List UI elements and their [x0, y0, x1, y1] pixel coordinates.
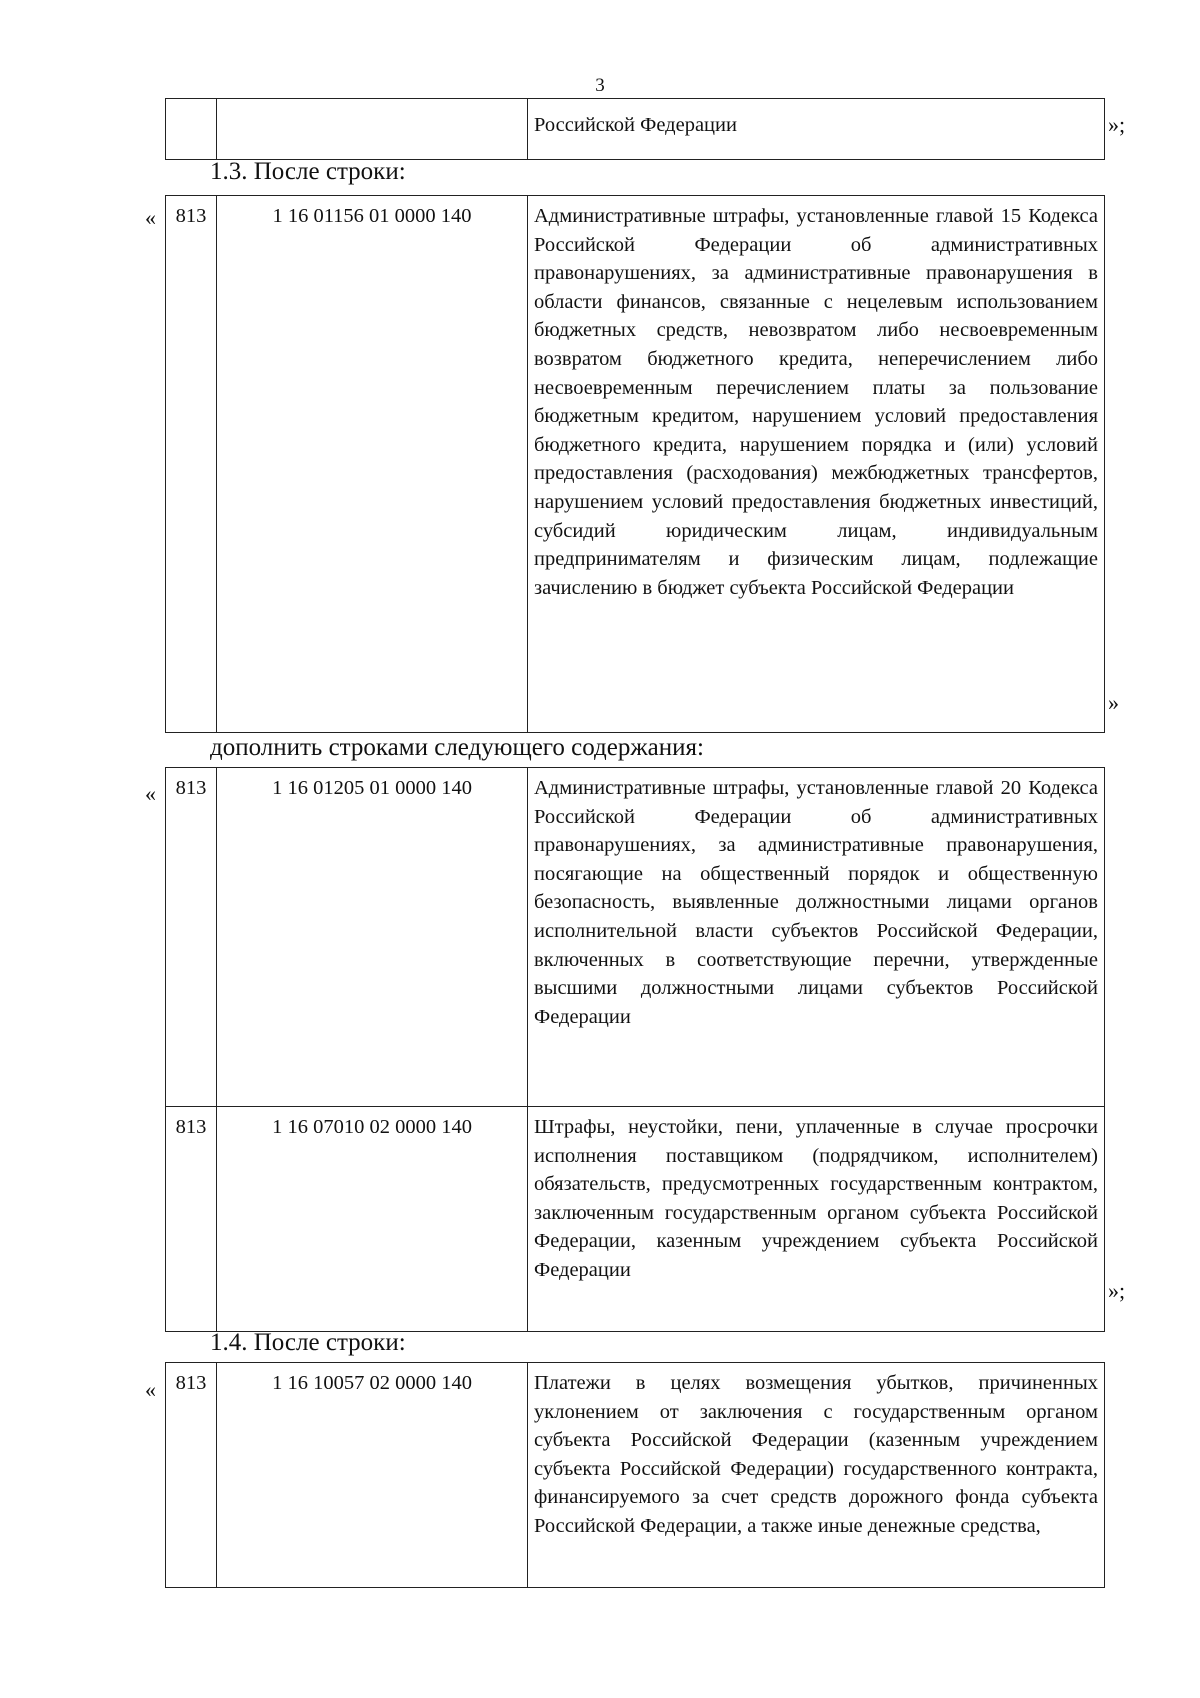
section-heading-1-4: 1.4. После строки:: [210, 1329, 406, 1356]
table-row: [166, 1107, 1105, 1332]
cell-code-kbk: 1 16 01205 01 0000 140: [217, 768, 528, 1107]
cell-description: Российской Федерации: [528, 99, 1105, 160]
section-heading-1-3: 1.3. После строки:: [210, 158, 406, 185]
table-continuation: [165, 98, 1105, 160]
cell-code-kbk: 1 16 07010 02 0000 140: [217, 1107, 528, 1332]
cell-code-admin: 813: [166, 1363, 217, 1588]
cell-code-admin: 813: [166, 768, 217, 1107]
cell-description: Административные штрафы, установленные главой 15 Кодекса Российской Федерации об административных правонарушениях, за административные правонарушения в области финансов, связанные с нецелевым использованием бюджетных средств, невозвратом либо несвоевременным возвратом бюджетного кредита, неперечислением либо несвоевременным перечислением платы за пользование бюджетным кредитом, нарушением условий предоставления бюджетного кредита, нарушением порядка и (или) условий предоставления (расходования) межбюджетных трансфертов, нарушением условий предоставления бюджетных инвестиций, субсидий юридическим лицам, индивидуальным предпринимателям и физическим лицам, подлежащие зачислению в бюджет субъекта Российской Федерации: [528, 196, 1105, 733]
table-row: [166, 1363, 1105, 1588]
cell-code-admin: 813: [166, 1107, 217, 1332]
cell-code-kbk: 1 16 10057 02 0000 140: [217, 1363, 528, 1588]
opening-quote: «: [145, 1377, 156, 1402]
table-row: [166, 99, 1105, 160]
table-supplement: [165, 767, 1105, 1332]
table-section-1-4: [165, 1362, 1105, 1588]
cell-description: Платежи в целях возмещения убытков, причиненных уклонением от заключения с государственным органом субъекта Российской Федерации (казенным учреждением субъекта Российской Федерации) государственного контракта, финансируемого за счет средств дорожного фонда субъекта Российской Федерации, а также иные денежные средства,: [528, 1363, 1105, 1588]
table-row: [166, 196, 1105, 733]
table-row: [166, 768, 1105, 1107]
closing-quote-semicolon: »;: [1108, 112, 1126, 137]
cell-code-admin: [166, 99, 217, 160]
section-heading-supplement: дополнить строками следующего содержания:: [210, 734, 704, 761]
page-number: 3: [595, 75, 605, 96]
opening-quote: «: [145, 781, 156, 806]
cell-description: Административные штрафы, установленные главой 20 Кодекса Российской Федерации об административных правонарушениях, за административные правонарушения, посягающие на общественный порядок и общественную безопасность, выявленные должностными лицами органов исполнительной власти субъектов Российской Федерации, включенных в соответствующие перечни, утвержденные высшими должностными лицами субъектов Российской Федерации: [528, 768, 1105, 1107]
table-section-1-3: [165, 195, 1105, 733]
cell-code-kbk: [217, 99, 528, 160]
opening-quote: «: [145, 205, 156, 230]
cell-code-kbk: 1 16 01156 01 0000 140: [217, 196, 528, 733]
closing-quote-semicolon: »;: [1108, 1278, 1126, 1303]
cell-description: Штрафы, неустойки, пени, уплаченные в случае просрочки исполнения поставщиком (подрядчиком, исполнителем) обязательств, предусмотренных государственным контрактом, заключенным государственным органом субъекта Российской Федерации, казенным учреждением субъекта Российской Федерации: [528, 1107, 1105, 1332]
cell-code-admin: 813: [166, 196, 217, 733]
closing-quote: »: [1108, 690, 1119, 715]
